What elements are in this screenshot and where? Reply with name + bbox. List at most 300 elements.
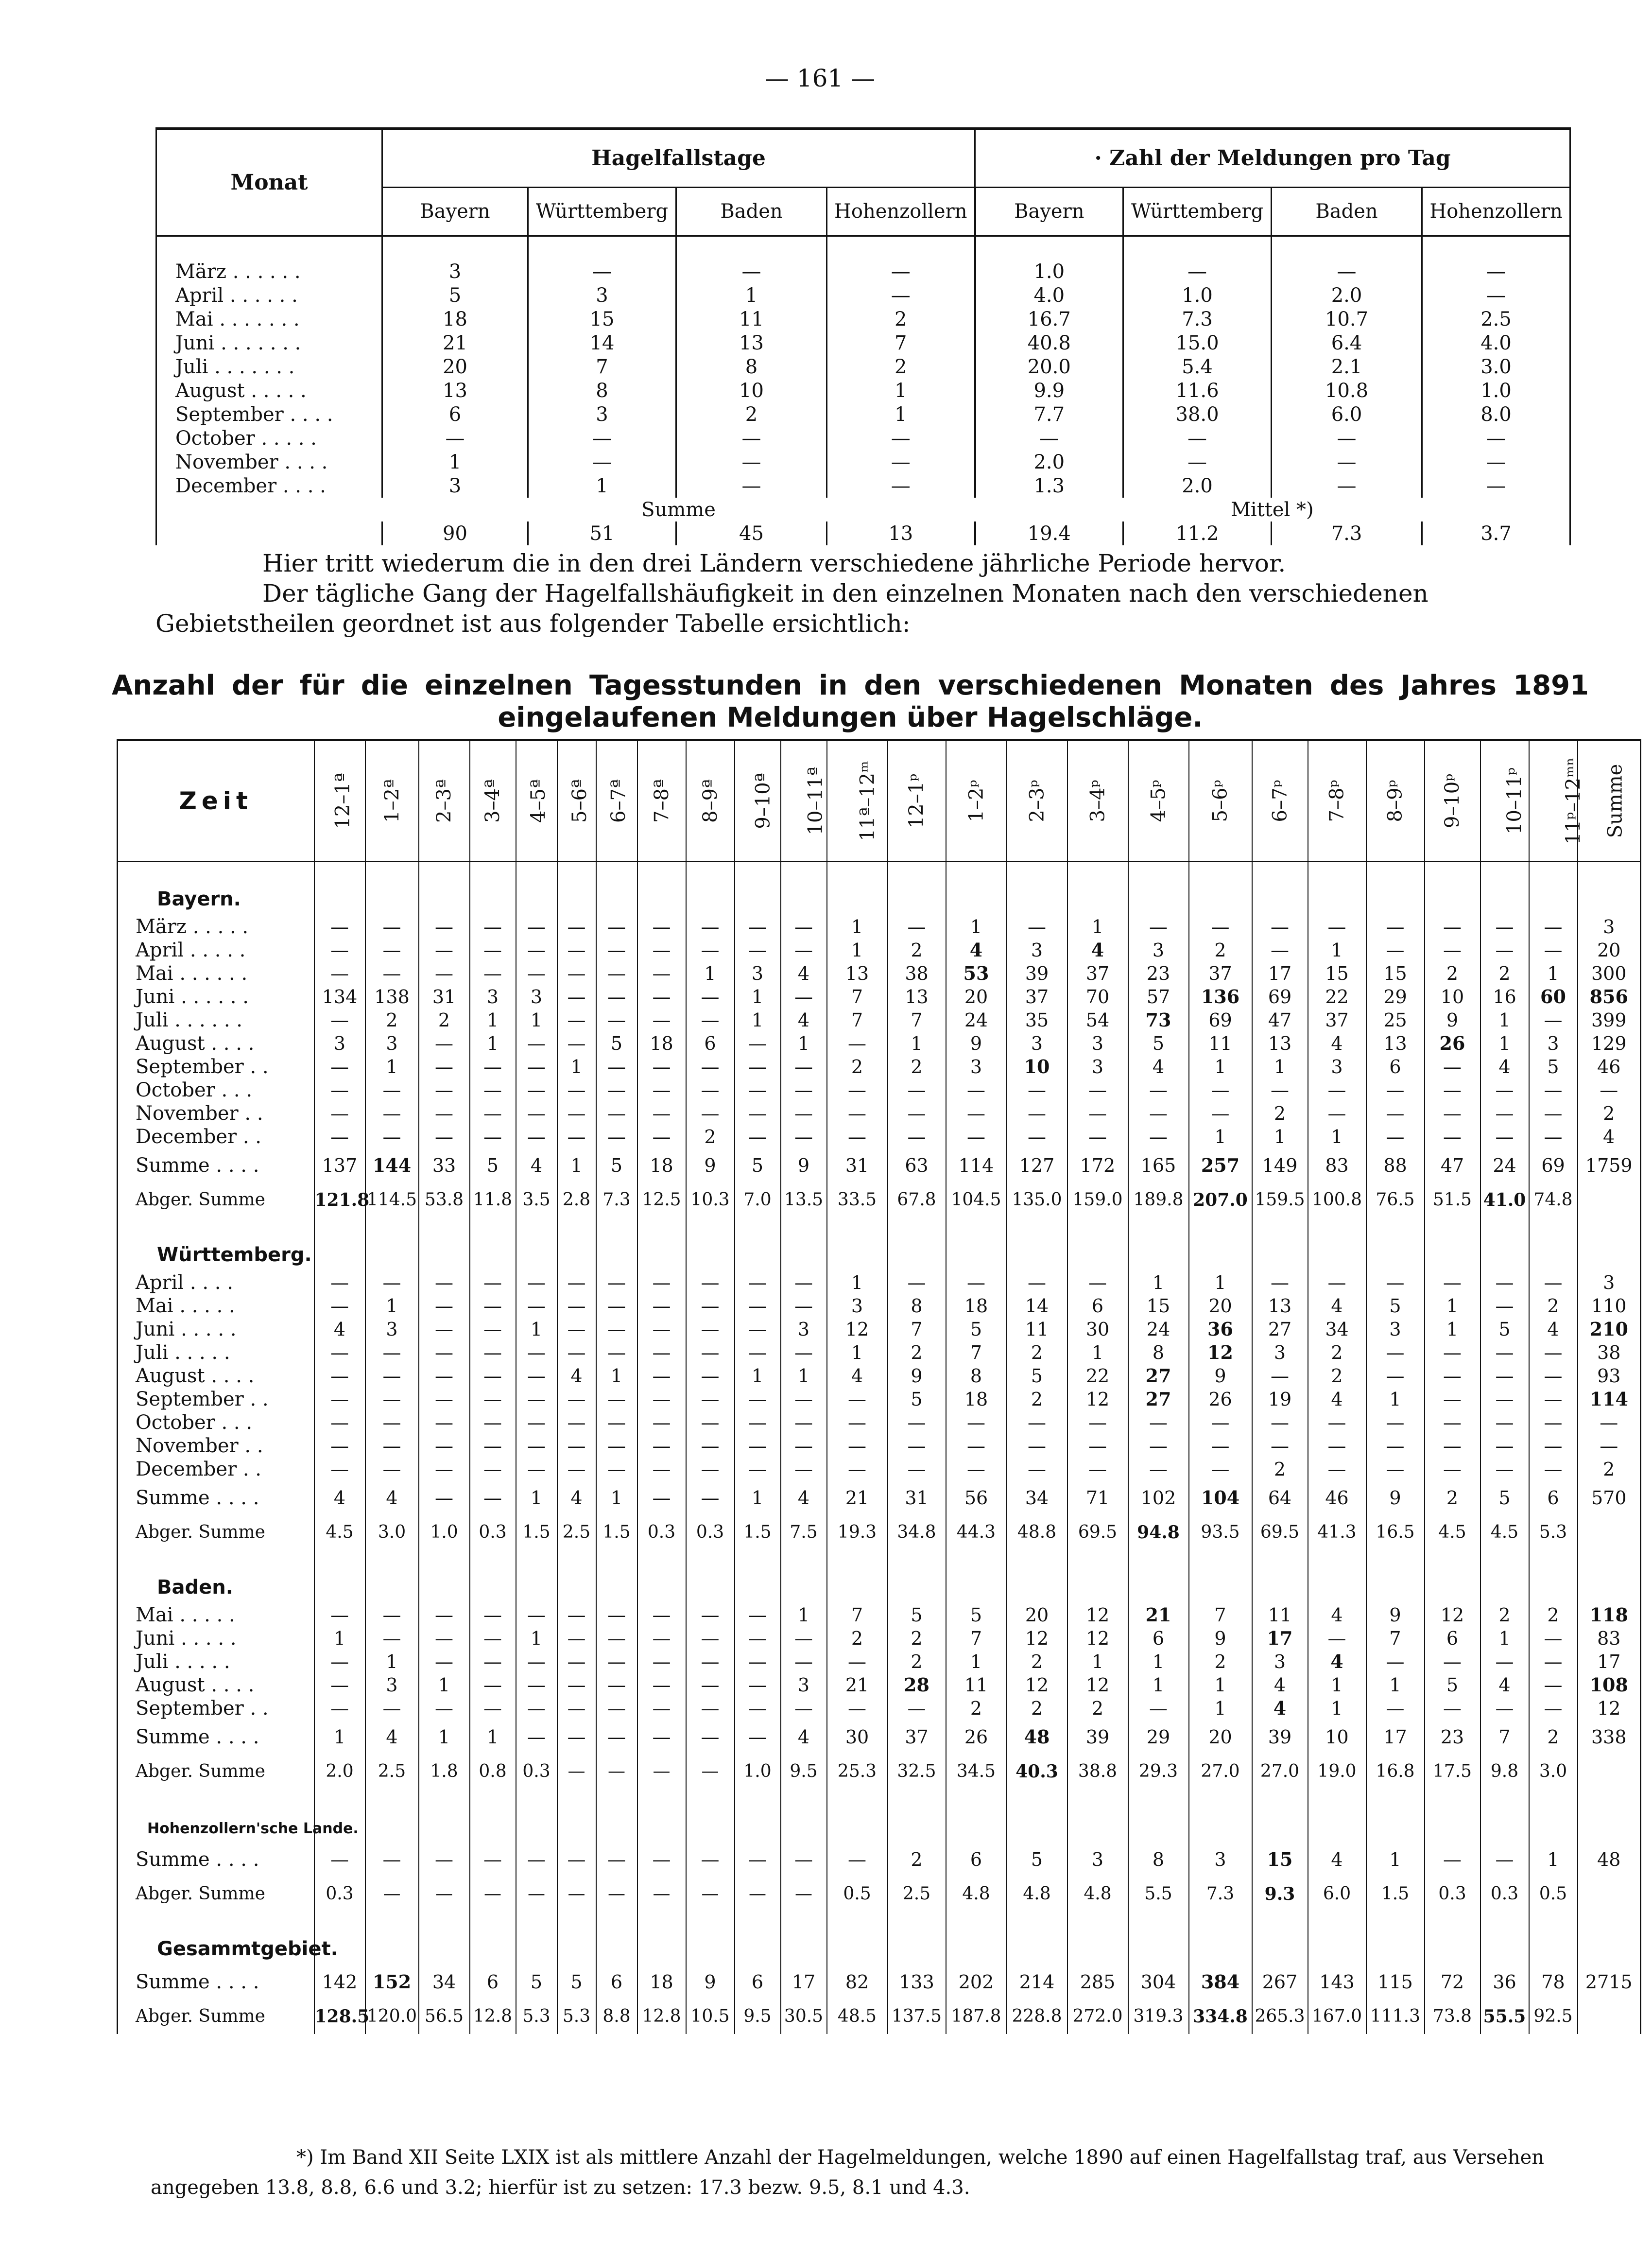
value-cell: — (1480, 915, 1529, 939)
value-cell: 2 (1308, 1364, 1366, 1388)
value-cell: 5 (557, 1965, 596, 1999)
value-cell: — (1425, 1411, 1480, 1434)
value-cell: — (1272, 260, 1422, 283)
value-cell: — (637, 939, 686, 962)
value-cell: 6 (1425, 1627, 1480, 1650)
value-cell: — (1189, 1458, 1252, 1481)
value-cell: — (1425, 1125, 1480, 1148)
value-cell: — (637, 1434, 686, 1458)
value-cell: 47 (1252, 1008, 1308, 1032)
value-cell: 64 (1252, 1481, 1308, 1515)
value-cell: 7.3 (1123, 307, 1272, 331)
hour-label: 12–1ᵖ (905, 773, 928, 829)
value-cell: 1 (1425, 1318, 1480, 1341)
value-cell: — (419, 1603, 470, 1627)
hour-label: 1–2ª (380, 779, 403, 823)
value-cell: — (1529, 1673, 1578, 1697)
value-cell: 57 (1128, 985, 1189, 1008)
value-cell: — (686, 1055, 735, 1078)
row-label: Juni . . . . . . (136, 985, 249, 1008)
value-cell: 129 (1578, 1032, 1641, 1055)
month-row (156, 260, 1570, 283)
hour-label: 5–6ª (568, 779, 591, 823)
value-cell: 10.8 (1272, 379, 1422, 402)
value-cell: — (1252, 1411, 1308, 1434)
value-cell: — (470, 1294, 516, 1318)
value-cell: 4 (1308, 1603, 1366, 1627)
value-cell: 4 (1252, 1697, 1308, 1720)
value-cell: — (1529, 1271, 1578, 1294)
value-cell: 0.3 (1480, 1877, 1529, 1912)
row-label: August . . . . (136, 1364, 255, 1387)
value-cell: — (314, 1125, 365, 1148)
value-cell: 10.5 (686, 1999, 735, 2034)
value-cell: — (637, 1754, 686, 1789)
value-cell: 30 (1067, 1318, 1128, 1341)
value-cell: 12 (1007, 1627, 1067, 1650)
value-cell: — (516, 1650, 557, 1673)
month-row (118, 1341, 1641, 1364)
row-label: November . . (136, 1102, 263, 1125)
total-cell: 45 (676, 522, 827, 545)
value-cell: 2 (419, 1008, 470, 1032)
value-cell: — (946, 1458, 1007, 1481)
value-cell: 25 (1366, 1008, 1425, 1032)
value-cell: 3.5 (516, 1182, 557, 1217)
value-cell: — (596, 1754, 637, 1789)
value-cell: 2 (827, 1627, 888, 1650)
value-cell: — (1007, 1125, 1067, 1148)
value-cell: — (419, 1697, 470, 1720)
value-cell: 2.1 (1272, 355, 1422, 379)
value-cell: — (888, 1078, 946, 1102)
value-cell: — (557, 1411, 596, 1434)
value-cell: 5 (1529, 1055, 1578, 1078)
value-cell: — (735, 1055, 781, 1078)
value-cell: 11 (1007, 1318, 1067, 1341)
value-cell: — (419, 1411, 470, 1434)
value-cell: 4 (557, 1364, 596, 1388)
row-label: September . . (136, 1055, 269, 1078)
value-cell: 40.3 (1007, 1754, 1067, 1789)
value-cell: — (1007, 1271, 1067, 1294)
value-cell: 4 (1308, 1294, 1366, 1318)
value-cell: — (686, 1877, 735, 1912)
value-cell: 1 (676, 283, 827, 307)
value-cell: 114 (946, 1148, 1007, 1182)
value-cell: 12 (827, 1318, 888, 1341)
subheader: Württemberg (1123, 187, 1272, 236)
value-cell: — (637, 985, 686, 1008)
hour-label: 7–8ª (650, 779, 673, 823)
value-cell: — (1128, 1078, 1189, 1102)
value-cell: 1 (1308, 1673, 1366, 1697)
total-cell: 51 (528, 522, 676, 545)
value-cell: 54 (1067, 1008, 1128, 1032)
value-cell: 1 (557, 1148, 596, 1182)
value-cell: 48 (1007, 1720, 1067, 1754)
value-cell: 1 (557, 1055, 596, 1078)
value-cell: 7 (528, 355, 676, 379)
value-cell: — (1128, 1697, 1189, 1720)
value-cell: 31 (888, 1481, 946, 1515)
value-cell: 6 (735, 1965, 781, 1999)
value-cell: 3.0 (1529, 1754, 1578, 1789)
value-cell: 12 (1067, 1673, 1128, 1697)
month-row (118, 939, 1641, 962)
value-cell: 4 (557, 1481, 596, 1515)
section-header-row (118, 1217, 1641, 1271)
value-cell: 143 (1308, 1965, 1366, 1999)
value-cell: 78 (1529, 1965, 1578, 1999)
hour-label: 9–10ª (752, 773, 774, 829)
value-cell: — (516, 1603, 557, 1627)
month-row (156, 379, 1570, 402)
value-cell: 11.6 (1123, 379, 1272, 402)
value-cell: 300 (1578, 962, 1641, 985)
value-cell: 10 (1308, 1720, 1366, 1754)
value-cell: — (1308, 915, 1366, 939)
value-cell: 2 (1578, 1458, 1641, 1481)
value-cell: — (516, 1458, 557, 1481)
value-cell: 1 (419, 1720, 470, 1754)
value-cell: 2 (827, 355, 975, 379)
value-cell: — (365, 1458, 419, 1481)
value-cell: 2 (1252, 1458, 1308, 1481)
value-cell: — (596, 1294, 637, 1318)
value-cell: 3 (1252, 1650, 1308, 1673)
abger-summe-row (118, 1877, 1641, 1912)
month-row (118, 1627, 1641, 1650)
value-cell: — (781, 915, 827, 939)
value-cell: 69 (1252, 985, 1308, 1008)
value-cell: — (1529, 1697, 1578, 1720)
value-cell: 7.5 (781, 1515, 827, 1550)
value-cell: 4.5 (1425, 1515, 1480, 1550)
value-cell: — (827, 1125, 888, 1148)
value-cell: 4 (314, 1481, 365, 1515)
value-cell: 3 (781, 1673, 827, 1697)
value-cell: — (470, 1318, 516, 1341)
value-cell: 338 (1578, 1720, 1641, 1754)
value-cell: 72 (1425, 1965, 1480, 1999)
hour-label: 3–4ᵖ (1086, 780, 1109, 822)
hour-header (1189, 740, 1252, 862)
value-cell: 7 (827, 1008, 888, 1032)
value-cell: 334.8 (1189, 1999, 1252, 2034)
value-cell: 3 (1578, 1271, 1641, 1294)
value-cell: 0.3 (470, 1515, 516, 1550)
value-cell: 6.0 (1272, 402, 1422, 426)
value-cell: 133 (888, 1965, 946, 1999)
value-cell: 17 (1252, 962, 1308, 985)
value-cell: 167.0 (1308, 1999, 1366, 2034)
value-cell (1578, 1999, 1641, 2034)
value-cell: 26 (946, 1720, 1007, 1754)
value-cell: 36 (1480, 1965, 1529, 1999)
value-cell: 2.5 (888, 1877, 946, 1912)
value-cell: — (827, 450, 975, 474)
value-cell: — (1578, 1078, 1641, 1102)
value-cell: — (686, 1341, 735, 1364)
value-cell: 1.5 (1366, 1877, 1425, 1912)
value-cell: — (1425, 1388, 1480, 1411)
hour-header (1308, 740, 1366, 862)
hail-days-table (155, 127, 1571, 545)
row-label: September . . (136, 1697, 269, 1720)
value-cell: — (1067, 1458, 1128, 1481)
value-cell: 1 (1308, 939, 1366, 962)
value-cell: 121.8 (314, 1182, 365, 1217)
value-cell: 1.5 (596, 1515, 637, 1550)
value-cell: 7.3 (1189, 1877, 1252, 1912)
value-cell: 2.0 (314, 1754, 365, 1789)
value-cell: — (314, 1341, 365, 1364)
value-cell: — (419, 1434, 470, 1458)
value-cell: — (470, 1843, 516, 1877)
value-cell: 1 (781, 1603, 827, 1627)
value-cell: 1 (516, 1318, 557, 1341)
value-cell: — (1529, 1411, 1578, 1434)
value-cell: — (1480, 1458, 1529, 1481)
value-cell: 7 (827, 331, 975, 355)
value-cell: — (1480, 1294, 1529, 1318)
value-cell: — (1480, 1364, 1529, 1388)
value-cell: — (1067, 1125, 1128, 1148)
value-cell: — (596, 1603, 637, 1627)
value-cell: 3 (946, 1055, 1007, 1078)
value-cell: 4 (1252, 1673, 1308, 1697)
value-cell: 3 (382, 260, 528, 283)
value-cell: 12.8 (637, 1999, 686, 2034)
value-cell: — (470, 1697, 516, 1720)
hour-header (1067, 740, 1128, 862)
value-cell: 6 (470, 1965, 516, 1999)
value-cell: — (1529, 1364, 1578, 1388)
section-title: Gesammtgebiet. (157, 1937, 338, 1960)
value-cell: 7.3 (596, 1182, 637, 1217)
value-cell: — (686, 1294, 735, 1318)
value-cell: 73 (1128, 1008, 1189, 1032)
subheader: Hohenzollern (1422, 187, 1570, 236)
value-cell: — (1272, 426, 1422, 450)
value-cell: — (735, 1271, 781, 1294)
value-cell: 265.3 (1252, 1999, 1308, 2034)
value-cell: 1 (1128, 1673, 1189, 1697)
value-cell: — (1480, 1102, 1529, 1125)
value-cell: — (827, 1843, 888, 1877)
value-cell: — (419, 1032, 470, 1055)
value-cell: 4 (1308, 1650, 1366, 1673)
hour-label: 5–6ᵖ (1209, 780, 1232, 822)
value-cell: 1 (827, 402, 975, 426)
value-cell: 2.5 (1422, 307, 1570, 331)
value-cell: — (781, 1458, 827, 1481)
value-cell: 69 (1529, 1148, 1578, 1182)
row-label: Abger. Summe (136, 1522, 265, 1542)
value-cell: — (516, 1434, 557, 1458)
value-cell: 2.8 (557, 1182, 596, 1217)
value-cell: 14 (528, 331, 676, 355)
value-cell: — (1189, 1102, 1252, 1125)
hour-header (827, 740, 888, 862)
value-cell: 1 (827, 379, 975, 402)
value-cell: — (1425, 1055, 1480, 1078)
value-cell: 11 (676, 307, 827, 331)
value-cell: — (365, 1627, 419, 1650)
value-cell: 1 (888, 1032, 946, 1055)
subheader: Hohenzollern (827, 187, 975, 236)
value-cell: 144 (365, 1148, 419, 1182)
value-cell: 1 (1529, 962, 1578, 985)
value-cell: 10.3 (686, 1182, 735, 1217)
value-cell: — (1067, 1078, 1128, 1102)
value-cell: 18 (382, 307, 528, 331)
value-cell: 165 (1128, 1148, 1189, 1182)
hour-header (637, 740, 686, 862)
value-cell: — (596, 962, 637, 985)
month-label: August . . . . . (175, 379, 307, 402)
value-cell: — (888, 1458, 946, 1481)
value-cell: — (1529, 1341, 1578, 1364)
value-cell: — (827, 1458, 888, 1481)
value-cell: 1.0 (419, 1515, 470, 1550)
value-cell: — (470, 1603, 516, 1627)
value-cell: 5.3 (1529, 1515, 1578, 1550)
value-cell: — (1366, 1650, 1425, 1673)
value-cell: 3 (1578, 915, 1641, 939)
value-cell: 1 (516, 1627, 557, 1650)
value-cell: 2 (1067, 1697, 1128, 1720)
value-cell: 120.0 (365, 1999, 419, 2034)
value-cell: 26 (1189, 1388, 1252, 1411)
value-cell: 13 (1252, 1294, 1308, 1318)
value-cell: 38 (888, 962, 946, 985)
value-cell: 39 (1067, 1720, 1128, 1754)
value-cell: — (516, 1032, 557, 1055)
value-cell: 4 (1308, 1032, 1366, 1055)
total-cell: 7.3 (1272, 522, 1422, 545)
value-cell: 4.8 (1067, 1877, 1128, 1912)
value-cell: 4 (781, 1481, 827, 1515)
value-cell: — (637, 1271, 686, 1294)
subheader: Württemberg (528, 187, 676, 236)
hour-header (686, 740, 735, 862)
value-cell: 2 (827, 1055, 888, 1078)
hour-label: 4–5ª (527, 779, 550, 823)
value-cell: — (516, 1078, 557, 1102)
value-cell: — (1480, 1125, 1529, 1148)
value-cell: 37 (1189, 962, 1252, 985)
month-row (156, 450, 1570, 474)
value-cell: — (419, 1078, 470, 1102)
value-cell: 149 (1252, 1148, 1308, 1182)
value-cell: — (946, 1125, 1007, 1148)
month-row (156, 355, 1570, 379)
value-cell: — (365, 1603, 419, 1627)
row-label: December . . (136, 1458, 262, 1480)
value-cell: — (557, 1008, 596, 1032)
value-cell: — (470, 939, 516, 962)
value-cell: 0.3 (314, 1877, 365, 1912)
value-cell: — (686, 1318, 735, 1341)
value-cell: 111.3 (1366, 1999, 1425, 2034)
value-cell: — (557, 1032, 596, 1055)
value-cell: 1 (781, 1032, 827, 1055)
paragraph-daily: Der tägliche Gang der Hagelfallshäufigkeit in den einzelnen Monaten nach den verschiedenen Gebietstheilen geordnet ist aus folgender Tabelle ersichtlich: (155, 579, 1428, 638)
value-cell: — (781, 1843, 827, 1877)
value-cell: — (365, 1125, 419, 1148)
value-cell: — (888, 1434, 946, 1458)
value-cell: 30 (827, 1720, 888, 1754)
value-cell: — (470, 1125, 516, 1148)
value-cell: 48.5 (827, 1999, 888, 2034)
value-cell: 1 (735, 1008, 781, 1032)
value-cell: 9 (946, 1032, 1007, 1055)
row-label: Abger. Summe (136, 2006, 265, 2026)
month-row (118, 1102, 1641, 1125)
value-cell: 1 (1067, 1650, 1128, 1673)
value-cell: 20 (1189, 1294, 1252, 1318)
hour-label: 4–5ᵖ (1147, 780, 1170, 822)
value-cell: 9.5 (735, 1999, 781, 2034)
value-cell: — (888, 915, 946, 939)
value-cell: — (365, 915, 419, 939)
hour-label: 1–2ᵖ (965, 780, 987, 822)
value-cell: — (827, 1032, 888, 1055)
value-cell: — (827, 283, 975, 307)
value-cell: 19.3 (827, 1515, 888, 1550)
value-cell: 20 (382, 355, 528, 379)
value-cell: — (516, 1055, 557, 1078)
value-cell: — (516, 1102, 557, 1125)
value-cell: — (781, 1877, 827, 1912)
value-cell: 1 (1067, 1341, 1128, 1364)
month-row (118, 1078, 1641, 1102)
hour-label: 3–4ª (482, 779, 504, 823)
value-cell: 1 (1128, 1271, 1189, 1294)
value-cell: — (1189, 915, 1252, 939)
paragraph-period: Hier tritt wiederum die in den drei Ländern verschiedene jährliche Periode hervor. (262, 549, 1286, 577)
value-cell: 6 (1529, 1481, 1578, 1515)
value-cell: 5 (470, 1148, 516, 1182)
value-cell: — (946, 1411, 1007, 1434)
month-row (118, 1008, 1641, 1032)
totals-row (156, 522, 1570, 545)
value-cell: 1 (827, 1341, 888, 1364)
value-cell: 1 (1189, 1055, 1252, 1078)
value-cell: — (470, 1364, 516, 1388)
value-cell: 28 (888, 1673, 946, 1697)
value-cell: — (676, 450, 827, 474)
month-row (118, 1458, 1641, 1481)
row-label: September . . (136, 1388, 269, 1410)
value-cell: 69 (1189, 1008, 1252, 1032)
value-cell: — (314, 1411, 365, 1434)
value-cell: — (1425, 1364, 1480, 1388)
value-cell: 1 (1067, 915, 1128, 939)
value-cell: 27.0 (1189, 1754, 1252, 1789)
value-cell: 38.0 (1123, 402, 1272, 426)
value-cell: 34 (1007, 1481, 1067, 1515)
value-cell: — (557, 1434, 596, 1458)
value-cell: — (735, 1720, 781, 1754)
value-cell: — (827, 474, 975, 498)
value-cell: 102 (1128, 1481, 1189, 1515)
value-cell: — (686, 939, 735, 962)
row-label: November . . (136, 1434, 263, 1457)
value-cell: 4 (314, 1318, 365, 1341)
